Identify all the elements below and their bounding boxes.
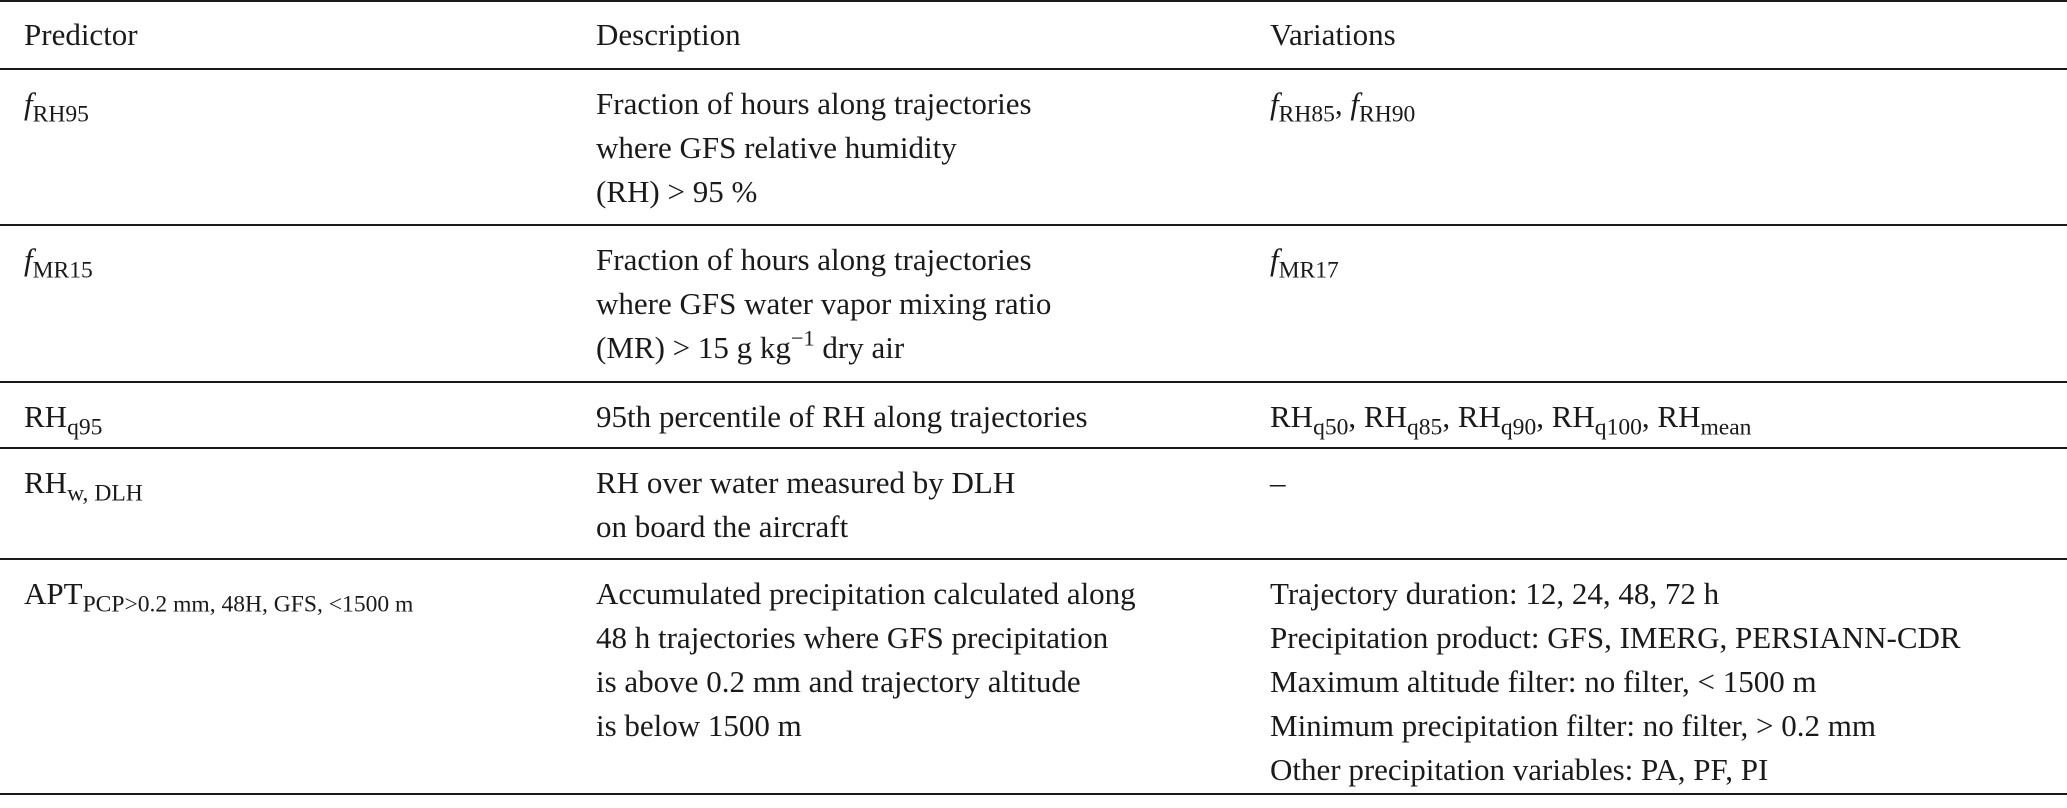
variation-base: RH bbox=[1657, 399, 1701, 434]
variation-base: RH bbox=[1270, 399, 1314, 434]
predictor-cell bbox=[0, 382, 572, 448]
description-line: on board the aircraft bbox=[596, 509, 849, 544]
variation-line: Trajectory duration: 12, 24, 48, 72 h bbox=[1270, 576, 1720, 611]
predictor-cell bbox=[0, 559, 572, 794]
variation-separator: , bbox=[1348, 399, 1364, 434]
variation-separator: , bbox=[1536, 399, 1552, 434]
variations-cell bbox=[1246, 225, 2067, 382]
header-predictor: Predictor bbox=[0, 1, 572, 69]
predictor-cell bbox=[0, 225, 572, 382]
header-variations: Variations bbox=[1246, 1, 2067, 69]
description-line: (RH) > 95 % bbox=[596, 174, 758, 209]
table-row bbox=[0, 448, 2067, 559]
variation-separator: , bbox=[1641, 399, 1658, 434]
variations-cell bbox=[1246, 69, 2067, 225]
variation-subscript: q85 bbox=[1406, 414, 1443, 441]
variation-base: f bbox=[1350, 86, 1360, 121]
variation-base: RH bbox=[1363, 399, 1407, 434]
variation-subscript: mean bbox=[1700, 414, 1752, 441]
table-row bbox=[0, 69, 2067, 225]
description-cell bbox=[572, 225, 1246, 382]
description-line: Accumulated precipitation calculated along bbox=[596, 576, 1136, 611]
variation-subscript: MR17 bbox=[1278, 257, 1339, 284]
variations-cell bbox=[1246, 382, 2067, 448]
table-row bbox=[0, 225, 2067, 382]
description-line: where GFS water vapor mixing ratio bbox=[596, 286, 1052, 321]
description-line: is above 0.2 mm and trajectory altitude bbox=[596, 664, 1081, 699]
variation-subscript: RH85 bbox=[1278, 101, 1335, 128]
description-line: where GFS relative humidity bbox=[596, 130, 957, 165]
predictor-base: RH bbox=[24, 465, 68, 500]
variation-base: RH bbox=[1551, 399, 1595, 434]
variations-cell bbox=[1246, 559, 2067, 794]
table-row bbox=[0, 559, 2067, 794]
description-superscript: −1 bbox=[790, 325, 815, 351]
predictor-cell bbox=[0, 69, 572, 225]
description-cell bbox=[572, 559, 1246, 794]
predictor-base: APT bbox=[24, 576, 83, 611]
predictor-base: f bbox=[24, 242, 33, 277]
variation-subscript: RH90 bbox=[1359, 101, 1416, 128]
table-header-row bbox=[0, 1, 2067, 69]
variation-subscript: q50 bbox=[1313, 414, 1349, 441]
variation-separator: , bbox=[1442, 399, 1458, 434]
description-line: 48 h trajectories where GFS precipitation bbox=[596, 620, 1109, 655]
predictor-subscript: RH95 bbox=[32, 101, 89, 128]
variation-line: Minimum precipitation filter: no filter, > 0.2 mm bbox=[1270, 708, 1876, 743]
variations-cell: – bbox=[1246, 448, 2067, 559]
description-cell bbox=[572, 69, 1246, 225]
description-cell bbox=[572, 448, 1246, 559]
predictor-subscript: PCP>0.2 mm, 48H, GFS, <1500 m bbox=[82, 591, 414, 618]
variation-base: f bbox=[1270, 242, 1279, 277]
header-description: Description bbox=[572, 1, 1246, 69]
predictor-cell bbox=[0, 448, 572, 559]
description-line: is below 1500 m bbox=[596, 708, 802, 743]
variation-line: Maximum altitude filter: no filter, < 1500 m bbox=[1270, 664, 1817, 699]
description-line: RH over water measured by DLH bbox=[596, 465, 1016, 500]
description-text: dry air bbox=[814, 330, 905, 365]
predictor-base: f bbox=[24, 86, 33, 121]
description-line bbox=[596, 326, 1236, 370]
variation-separator: , bbox=[1334, 86, 1351, 121]
description-line: 95th percentile of RH along trajectories bbox=[596, 399, 1088, 434]
description-cell bbox=[572, 382, 1246, 448]
description-text: (MR) > 15 g kg bbox=[596, 330, 791, 365]
variation-subscript: q90 bbox=[1500, 414, 1537, 441]
description-line: Fraction of hours along trajectories bbox=[596, 242, 1032, 277]
description-line: Fraction of hours along trajectories bbox=[596, 86, 1032, 121]
variation-line: Precipitation product: GFS, IMERG, PERSIANN-CDR bbox=[1270, 620, 1961, 655]
predictor-subscript: q95 bbox=[67, 414, 103, 441]
predictor-base: RH bbox=[24, 399, 68, 434]
variation-line: Other precipitation variables: PA, PF, PI bbox=[1270, 752, 1769, 787]
predictor-subscript: MR15 bbox=[32, 257, 93, 284]
variation-base: f bbox=[1270, 86, 1279, 121]
variation-subscript: q100 bbox=[1594, 414, 1642, 441]
variation-base: RH bbox=[1457, 399, 1501, 434]
table-row bbox=[0, 382, 2067, 448]
predictor-subscript: w, DLH bbox=[67, 480, 143, 507]
